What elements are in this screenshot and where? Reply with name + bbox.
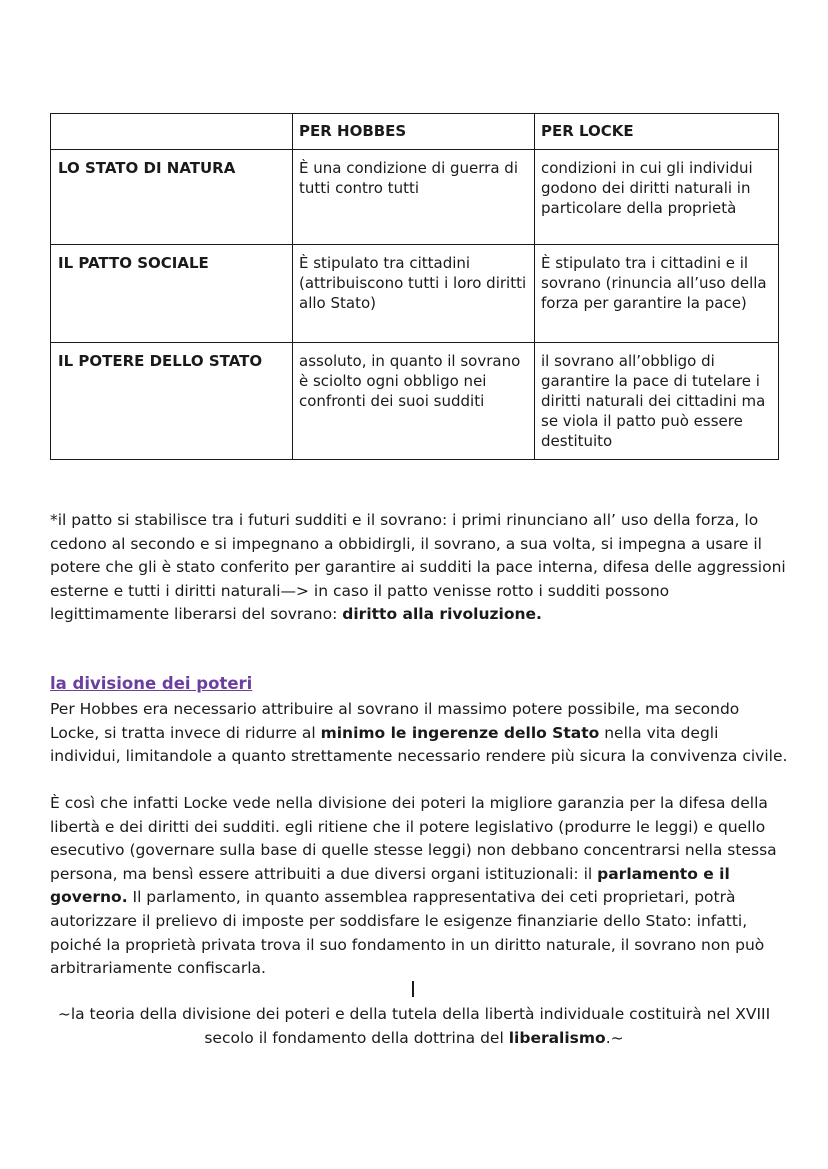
note-bold: diritto alla rivoluzione. — [342, 605, 542, 624]
row-label-potere-stato: IL POTERE DELLO STATO — [51, 343, 293, 460]
section-paragraph-1 — [50, 698, 790, 769]
note-paragraph — [50, 509, 790, 627]
table-header-hobbes: PER HOBBES — [293, 114, 535, 150]
table-row — [51, 245, 779, 343]
closing-bold: liberalismo — [508, 1029, 606, 1047]
vertical-divider — [412, 981, 414, 997]
section-paragraph-2 — [50, 792, 790, 981]
cell-locke: È stipulato tra i cittadini e il sovrano (rinuncia all’uso della forza per garantire la pace) — [535, 245, 779, 343]
cell-hobbes: È stipulato tra cittadini (attribuiscono tutti i loro diritti allo Stato) — [293, 245, 535, 343]
table-header-locke: PER LOCKE — [535, 114, 779, 150]
comparison-table — [50, 113, 779, 460]
p1-text-b: nella vita degli individui, limitandole a quanto strettamente necessario rendere più sicura la convivenza civile. — [50, 723, 788, 766]
p1-bold: minimo le ingerenze dello Stato — [320, 723, 600, 742]
p2-bold: parlamento e il governo. — [50, 864, 730, 907]
cell-locke: il sovrano all’obbligo di garantire la pace di tutelare i diritti naturali dei cittadini ma se viola il patto può essere destituito — [535, 343, 779, 460]
cell-hobbes: assoluto, in quanto il sovrano è sciolto ogni obbligo nei confronti dei suoi sudditi — [293, 343, 535, 460]
table-header-row — [51, 114, 779, 150]
p1-text-a: Per Hobbes era necessario attribuire al sovrano il massimo potere possibile, ma secondo Locke, si tratta invece di ridurre al — [50, 700, 740, 742]
p2-text-b: Il parlamento, in quanto assemblea rappresentativa dei ceti proprietari, potrà autorizzare il prelievo di imposte per soddisfare le esigenze finanziarie dello Stato: infatti, poiché la proprietà privata trova il suo fondamento in un diritto naturale, il sovrano non può arbitrariamente confiscarla. — [50, 888, 765, 978]
cell-locke: condizioni in cui gli individui godono dei diritti naturali in particolare della proprietà — [535, 150, 779, 245]
table-header-empty — [51, 114, 293, 150]
closing-text-a: ~la teoria della divisione dei poteri e della tutela della libertà individuale costituirà nel XVIII secolo il fondamento della dottrina del — [57, 1005, 771, 1047]
p2-text-a: È così che infatti Locke vede nella divisione dei poteri la migliore garanzia per la difesa della libertà e dei diritti dei sudditi. egli ritiene che il potere legislativo (produrre le leggi) e quello esecutivo (governare sulla base di quelle stesse leggi) non debbano concentrarsi nella stessa persona, ma bensì essere attribuiti a due diversi organi istituzionali: il — [50, 794, 777, 883]
row-label-stato-natura: LO STATO DI NATURA — [51, 150, 293, 245]
section-title: la divisione dei poteri — [50, 674, 253, 693]
table-row — [51, 343, 779, 460]
row-label-patto-sociale: IL PATTO SOCIALE — [51, 245, 293, 343]
closing-text-b: .~ — [605, 1029, 624, 1047]
table-row — [51, 150, 779, 245]
cell-hobbes: È una condizione di guerra di tutti contro tutti — [293, 150, 535, 245]
note-text: *il patto si stabilisce tra i futuri sudditi e il sovrano: i primi rinunciano all’ uso della forza, lo cedono al secondo e si impegnano a obbidirgli, il sovrano, a sua volta, si impegna a usare il potere che gli è stato conferito per garantire ai sudditi la pace interna, difesa delle aggressioni esterne e tutti i diritti naturali—> in caso il patto venisse rotto i sudditi possono legittimamente liberarsi del sovrano: — [50, 511, 786, 624]
closing-statement — [50, 1002, 778, 1050]
